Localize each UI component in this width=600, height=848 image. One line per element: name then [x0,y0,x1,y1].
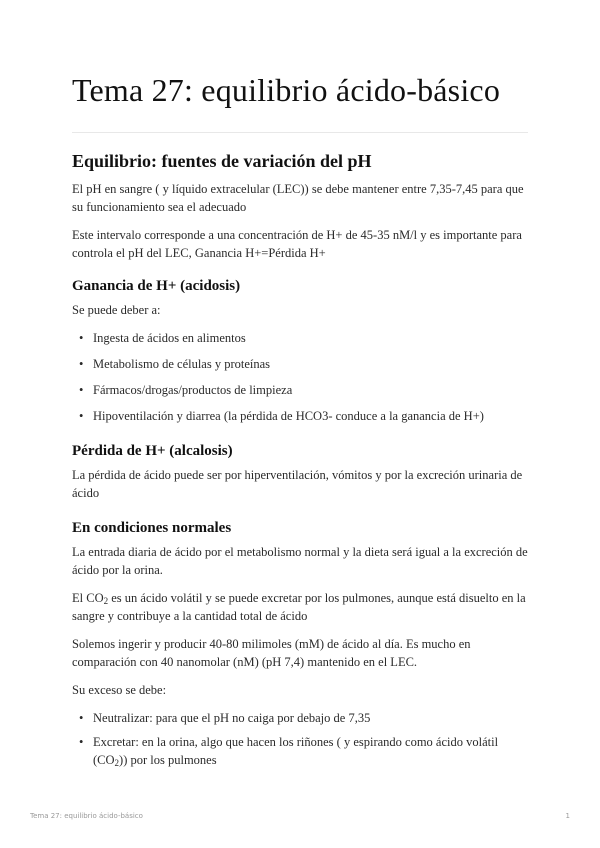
paragraph-milimoles: Solemos ingerir y producir 40-80 milimoles (mM) de ácido al día. Es mucho en comparación con 40 nanomolar (nM) (pH 7,4) mantenido en el LEC. [72,637,471,669]
paragraph-perdida: La pérdida de ácido puede ser por hiperventilación, vómitos y por la excreción urinaria de ácido [72,468,523,500]
paragraph-entrada-diaria: La entrada diaria de ácido por el metabolismo normal y la dieta será igual a la excreción de ácido por la orina. [72,545,528,577]
section-heading-ganancia: Ganancia de H+ (acidosis) [72,278,241,294]
page-title: Tema 27: equilibrio ácido-básico [72,72,501,108]
list-item: • Metabolismo de células y proteínas [79,357,271,371]
bullet-icon: • [79,711,84,725]
list-item: • Neutralizar: para que el pH no caiga por debajo de 7,35 [79,711,371,725]
ganancia-list [72,329,528,425]
list-item: • Hipoventilación y diarrea (la pérdida de HCO3- conduce a la ganancia de H+) [79,409,484,423]
list-item: • Ingesta de ácidos en alimentos [79,331,246,345]
footer-title: Tema 27: equilibrio ácido-básico [30,812,143,820]
bullet-icon: • [79,357,84,371]
bullet-icon: • [79,331,84,345]
bullet-icon: • [79,383,84,397]
page-number: 1 [565,812,570,820]
paragraph-ganancia-intro: Se puede deber a: [72,303,161,317]
list-item: • Excretar: en la orina, algo que hacen los riñones ( y espirando como ácido volátil $(CO_2)$) por los pulmones [79,735,499,768]
paragraph-h-concentration: Este intervalo corresponde a una concentración de H+ de 45-35 nM/l y es importante para controla el pH del LEC, Ganancia H+=Pérdida H+ [72,228,522,260]
title-divider [72,132,528,133]
section-heading-equilibrio: Equilibrio: fuentes de variación del pH [72,151,372,171]
exceso-list [72,709,528,769]
paragraph-co2: El $CO_2$ es un ácido volátil y se puede excretar por los pulmones, aunque está disuelto en la sangre y contribuye a la cantidad total de ácido [72,591,526,623]
bullet-icon: • [79,735,84,749]
section-heading-perdida: Pérdida de H+ (alcalosis) [72,443,233,459]
section-heading-condiciones-normales: En condiciones normales [72,520,232,536]
paragraph-exceso-intro: Su exceso se debe: [72,683,167,697]
paragraph-ph-range: El pH en sangre ( y líquido extracelular (LEC)) se debe mantener entre 7,35-7,45 para que su funcionamiento sea el adecuado [72,182,524,214]
list-item: • Fármacos/drogas/productos de limpieza [79,383,293,397]
bullet-icon: • [79,409,84,423]
document-body [72,151,528,775]
